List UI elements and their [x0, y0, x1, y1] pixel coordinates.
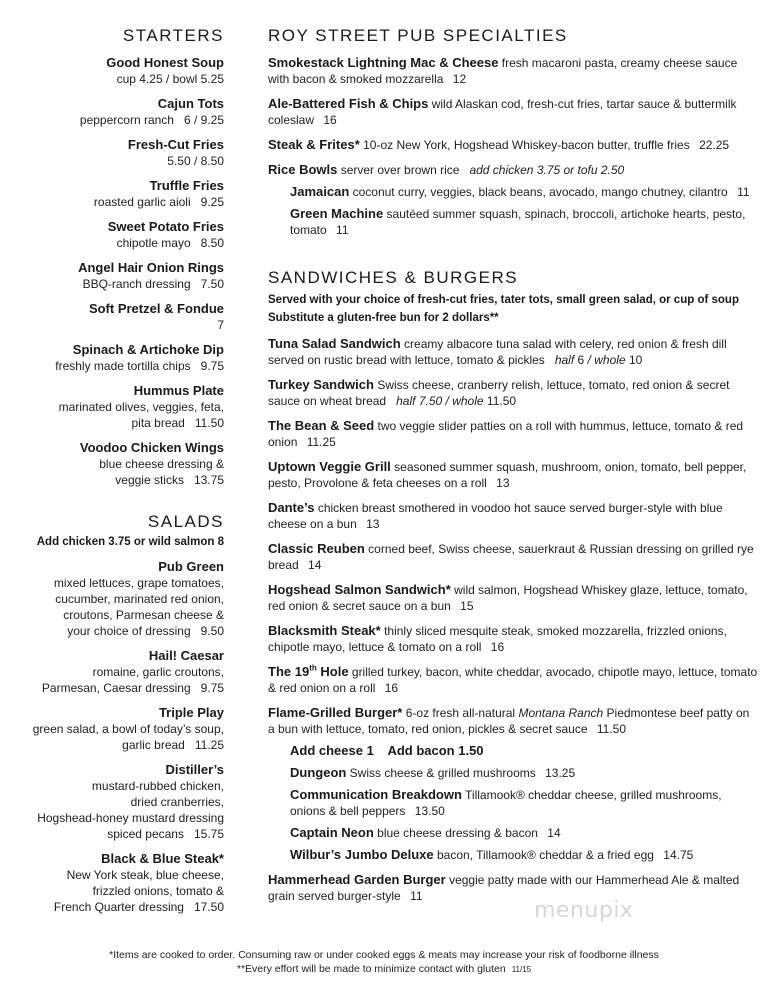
item-desc: Tillamook® cheddar cheese, grilled mushrooms, onions & bell peppers [290, 788, 722, 818]
menu-item [268, 96, 758, 128]
item-name: Hail! Caesar [148, 648, 224, 663]
item-name: Cajun Tots [157, 96, 224, 111]
menu-item [0, 55, 224, 87]
item-desc: peppercorn ranch 6 / 9.25 [79, 113, 224, 127]
price-separator: / [445, 394, 449, 408]
half-price: 6 [577, 353, 585, 367]
salads-list [0, 559, 224, 915]
item-name: Wilbur’s Jumbo Deluxe [290, 847, 434, 862]
gluten-note: **Every effort will be made to minimize contact with gluten 11/15 [236, 963, 532, 975]
item-desc: croutons, Parmesan cheese & [63, 608, 224, 622]
item-name: Soft Pretzel & Fondue [88, 301, 224, 316]
item-price: 11 [737, 185, 750, 199]
whole-label: whole [452, 394, 484, 408]
rice-bowls-list [268, 184, 758, 238]
item-name: The Bean & Seed [268, 418, 375, 433]
item-name: Truffle Fries [149, 178, 224, 193]
item-desc: marinated olives, veggies, feta, [58, 400, 224, 414]
item-desc: 10-oz New York, Hogshead Whiskey-bacon butter, truffle fries [363, 138, 690, 152]
item-desc: pita bread 11.50 [131, 416, 224, 430]
item-name: Angel Hair Onion Rings [78, 260, 224, 275]
menu-item [290, 765, 758, 781]
menu-item [0, 96, 224, 128]
item-name: Hogshead Salmon Sandwich* [268, 582, 451, 597]
item-desc: grilled turkey, bacon, white cheddar, avocado, chipotle mayo, lettuce, tomato & red onion on a roll [268, 665, 758, 695]
item-desc: veggie patty made with our Hammerhead Ale & malted grain served burger-style [268, 873, 740, 903]
specialties-title: ROY STREET PUB SPECIALTIES [268, 26, 568, 45]
brand-name: Montana Ranch [518, 706, 604, 720]
menu-item [0, 137, 224, 169]
item-desc-cont: Piedmontese beef patty on a bun with lettuce, tomato, red onion, pickles & secret sauce [268, 706, 750, 736]
sandwiches-title: SANDWICHES & BURGERS [268, 268, 519, 287]
tuna-sandwich-item [268, 336, 758, 368]
starters-title: STARTERS [122, 26, 224, 45]
item-desc: chicken breast smothered in voodoo hot sauce served burger-style with blue cheese on a bun [268, 501, 723, 531]
add-cheese: Add cheese 1 [290, 743, 374, 758]
menu-item [290, 787, 758, 819]
menu-item [290, 847, 758, 863]
item-name: Blacksmith Steak* [268, 623, 381, 638]
item-name: Uptown Veggie Grill [268, 459, 391, 474]
item-price: 13.50 [414, 804, 445, 818]
item-desc: coconut curry, veggies, black beans, avocado, mango chutney, cilantro [352, 185, 728, 199]
item-name: Jamaican [290, 184, 350, 199]
menu-item [268, 582, 758, 614]
item-desc: mustard-rubbed chicken, [91, 779, 224, 793]
menu-item [268, 500, 758, 532]
item-name: Black & Blue Steak* [101, 851, 224, 866]
menu-item [0, 178, 224, 210]
item-desc: corned beef, Swiss cheese, sauerkraut & Russian dressing on grilled rye bread [268, 542, 754, 572]
item-name: Hummus Plate [133, 383, 224, 398]
menu-item [268, 459, 758, 491]
item-desc: two veggie slider patties on a roll with hummus, lettuce, tomato & red onion [268, 419, 744, 449]
item-name: Captain Neon [290, 825, 374, 840]
item-name: Spinach & Artichoke Dip [72, 342, 224, 357]
item-price: 16 [384, 681, 399, 695]
item-name: Green Machine [290, 206, 384, 221]
item-desc: spiced pecans 15.75 [107, 827, 224, 841]
half-label: half [554, 353, 575, 367]
item-name: Steak & Frites* [268, 137, 360, 152]
item-name: Fresh-Cut Fries [127, 137, 224, 152]
menu-item [0, 559, 224, 639]
rice-bowls-name: Rice Bowls [268, 162, 338, 177]
item-price: 14.75 [663, 848, 694, 862]
item-desc: romaine, garlic croutons, [92, 665, 224, 679]
starters-section [0, 26, 224, 488]
turkey-sandwich-item [268, 377, 758, 409]
item-desc: chipotle mayo 8.50 [116, 236, 224, 250]
item-desc: dried cranberries, [130, 795, 224, 809]
menu-item [290, 825, 758, 841]
burger-variants-list [268, 765, 758, 863]
item-name: Voodoo Chicken Wings [79, 440, 224, 455]
item-desc: seasoned summer squash, mushroom, onion, tomato, bell pepper, pesto, Provolone & feta cheeses on a roll [268, 460, 747, 490]
starters-list [0, 55, 224, 488]
item-price: 13 [366, 517, 380, 531]
menu-item [0, 342, 224, 374]
item-desc: garlic bread 11.25 [122, 738, 224, 752]
sides-note: Served with your choice of fresh-cut fries, tater tots, small green salad, or cup of soup [268, 294, 739, 306]
item-desc: mixed lettuces, grape tomatoes, [53, 576, 224, 590]
add-bacon: Add bacon 1.50 [387, 743, 484, 758]
item-desc: freshly made tortilla chips 9.75 [55, 359, 224, 373]
sandwich-list [268, 418, 758, 655]
item-price: 14 [547, 826, 561, 840]
menu-item [0, 383, 224, 431]
menu-item [0, 301, 224, 333]
item-name: Sweet Potato Fries [107, 219, 224, 234]
garden-burger-item [268, 872, 758, 904]
item-name: Classic Reuben [268, 541, 365, 556]
item-desc: wild Alaskan cod, fresh-cut fries, tartar sauce & buttermilk coleslaw [268, 97, 737, 127]
item-desc: cup 4.25 / bowl 5.25 [116, 72, 224, 86]
item-price: 11.25 [306, 435, 336, 449]
menu-item [0, 705, 224, 753]
gluten-free-note: Substitute a gluten-free bun for 2 dollars** [268, 312, 499, 324]
item-desc: creamy albacore tuna salad with celery, red onion & fresh dill served on rustic bread with lettuce, tomato & pickles [268, 337, 727, 367]
menu-item [0, 762, 224, 842]
item-name: Communication Breakdown [290, 787, 462, 802]
specialties-list [268, 55, 758, 153]
menu-item [0, 440, 224, 488]
item-desc: Parmesan, Caesar dressing 9.75 [41, 681, 224, 695]
item-desc: wild salmon, Hogshead Whiskey glaze, lettuce, tomato, red onion & secret sauce on a bun [268, 583, 748, 613]
sandwiches-section [268, 268, 758, 904]
footer-disclaimer [0, 948, 768, 977]
item-desc: green salad, a bowl of today’s soup, [32, 722, 224, 736]
item-desc: cucumber, marinated red onion, [55, 592, 224, 606]
menu-item [268, 418, 758, 450]
item-name: The 19th Hole [268, 663, 349, 679]
item-desc: fresh macaroni pasta, creamy cheese sauce with bacon & smoked mozzarella [268, 56, 738, 86]
item-price: 16 [323, 113, 337, 127]
item-price: 22.25 [699, 138, 730, 152]
item-name: Distiller’s [165, 762, 224, 777]
menu-item [0, 219, 224, 251]
item-price: 11.50 [596, 722, 626, 736]
item-price: 15 [460, 599, 474, 613]
left-column [0, 26, 224, 915]
menu-item [268, 55, 758, 87]
item-desc: your choice of dressing 9.50 [67, 624, 224, 638]
menu-item [290, 184, 758, 200]
flame-grilled-burger-item [268, 705, 758, 737]
item-price: 13 [496, 476, 510, 490]
whole-price: 10 [628, 353, 643, 367]
item-name: Good Honest Soup [106, 55, 224, 70]
rice-bowls-desc: server over brown rice [340, 163, 460, 177]
price-separator: / [587, 353, 591, 367]
menu-date: 11/15 [511, 965, 532, 974]
item-price: 12 [452, 72, 467, 86]
watermark-logo: menupix [534, 898, 634, 923]
item-price: 11 [410, 889, 423, 903]
item-desc: thinly sliced mesquite steak, smoked mozzarella, frizzled onions, chipotle mayo, lettuce & tomato on a roll [268, 624, 727, 654]
item-name: Dungeon [290, 765, 347, 780]
right-column [268, 26, 758, 904]
item-desc: veggie sticks 13.75 [115, 473, 224, 487]
burger-addons [290, 743, 758, 759]
specialties-section [268, 26, 758, 238]
menu-item [0, 260, 224, 292]
raw-food-warning: *Items are cooked to order. Consuming raw or under cooked eggs & meats may increase your risk of foodborne illness [109, 949, 659, 961]
menu-item [0, 851, 224, 915]
item-name: Tuna Salad Sandwich [268, 336, 401, 351]
item-desc: Hogshead-honey mustard dressing [37, 811, 224, 825]
menu-item [268, 623, 758, 655]
item-desc: 7 [217, 318, 224, 332]
item-name: Turkey Sandwich [268, 377, 374, 392]
item-price: 11 [336, 223, 349, 237]
item-desc: Swiss cheese, cranberry relish, lettuce, tomato, red onion & secret sauce on wheat bread [268, 378, 730, 408]
item-name: Triple Play [158, 705, 224, 720]
whole-price: 11.50 [486, 394, 517, 408]
salads-addon-note: Add chicken 3.75 or wild salmon 8 [36, 536, 224, 548]
item-desc: BBQ-ranch dressing 7.50 [82, 277, 224, 291]
item-price: 13.25 [545, 766, 576, 780]
item-desc: 6-oz fresh all-natural [405, 706, 516, 720]
item-desc: bacon, Tillamook® cheddar & a fried egg [436, 848, 654, 862]
item-price: 14 [308, 558, 322, 572]
item-name: Hammerhead Garden Burger [268, 872, 446, 887]
item-name: Smokestack Lightning Mac & Cheese [268, 55, 499, 70]
menu-item [290, 206, 758, 238]
item-name: Flame-Grilled Burger* [268, 705, 403, 720]
rice-bowls-item [268, 162, 758, 178]
item-name: Dante’s [268, 500, 315, 515]
salads-title: SALADS [147, 512, 224, 531]
half-label: half [396, 394, 416, 408]
salads-section [0, 512, 224, 915]
item-desc: Swiss cheese & grilled mushrooms [349, 766, 536, 780]
19th-hole-item [268, 664, 758, 696]
whole-label: whole [594, 353, 626, 367]
menu-item [268, 541, 758, 573]
half-price: 7.50 [418, 394, 443, 408]
item-name: Pub Green [158, 559, 224, 574]
menu-item [268, 137, 758, 153]
item-desc: sautéed summer squash, spinach, broccoli, artichoke hearts, pesto, tomato [290, 207, 746, 237]
rice-bowls-addon: add chicken 3.75 or tofu 2.50 [469, 163, 625, 177]
item-desc: 5.50 / 8.50 [167, 154, 224, 168]
item-price: 16 [490, 640, 505, 654]
item-desc: frizzled onions, tomato & [92, 884, 224, 898]
item-name: Ale-Battered Fish & Chips [268, 96, 429, 111]
item-desc: blue cheese dressing & [99, 457, 224, 471]
item-desc: French Quarter dressing 17.50 [53, 900, 224, 914]
item-desc: roasted garlic aioli 9.25 [93, 195, 224, 209]
item-desc: blue cheese dressing & bacon [377, 826, 538, 840]
menu-item [0, 648, 224, 696]
item-desc: New York steak, blue cheese, [66, 868, 224, 882]
